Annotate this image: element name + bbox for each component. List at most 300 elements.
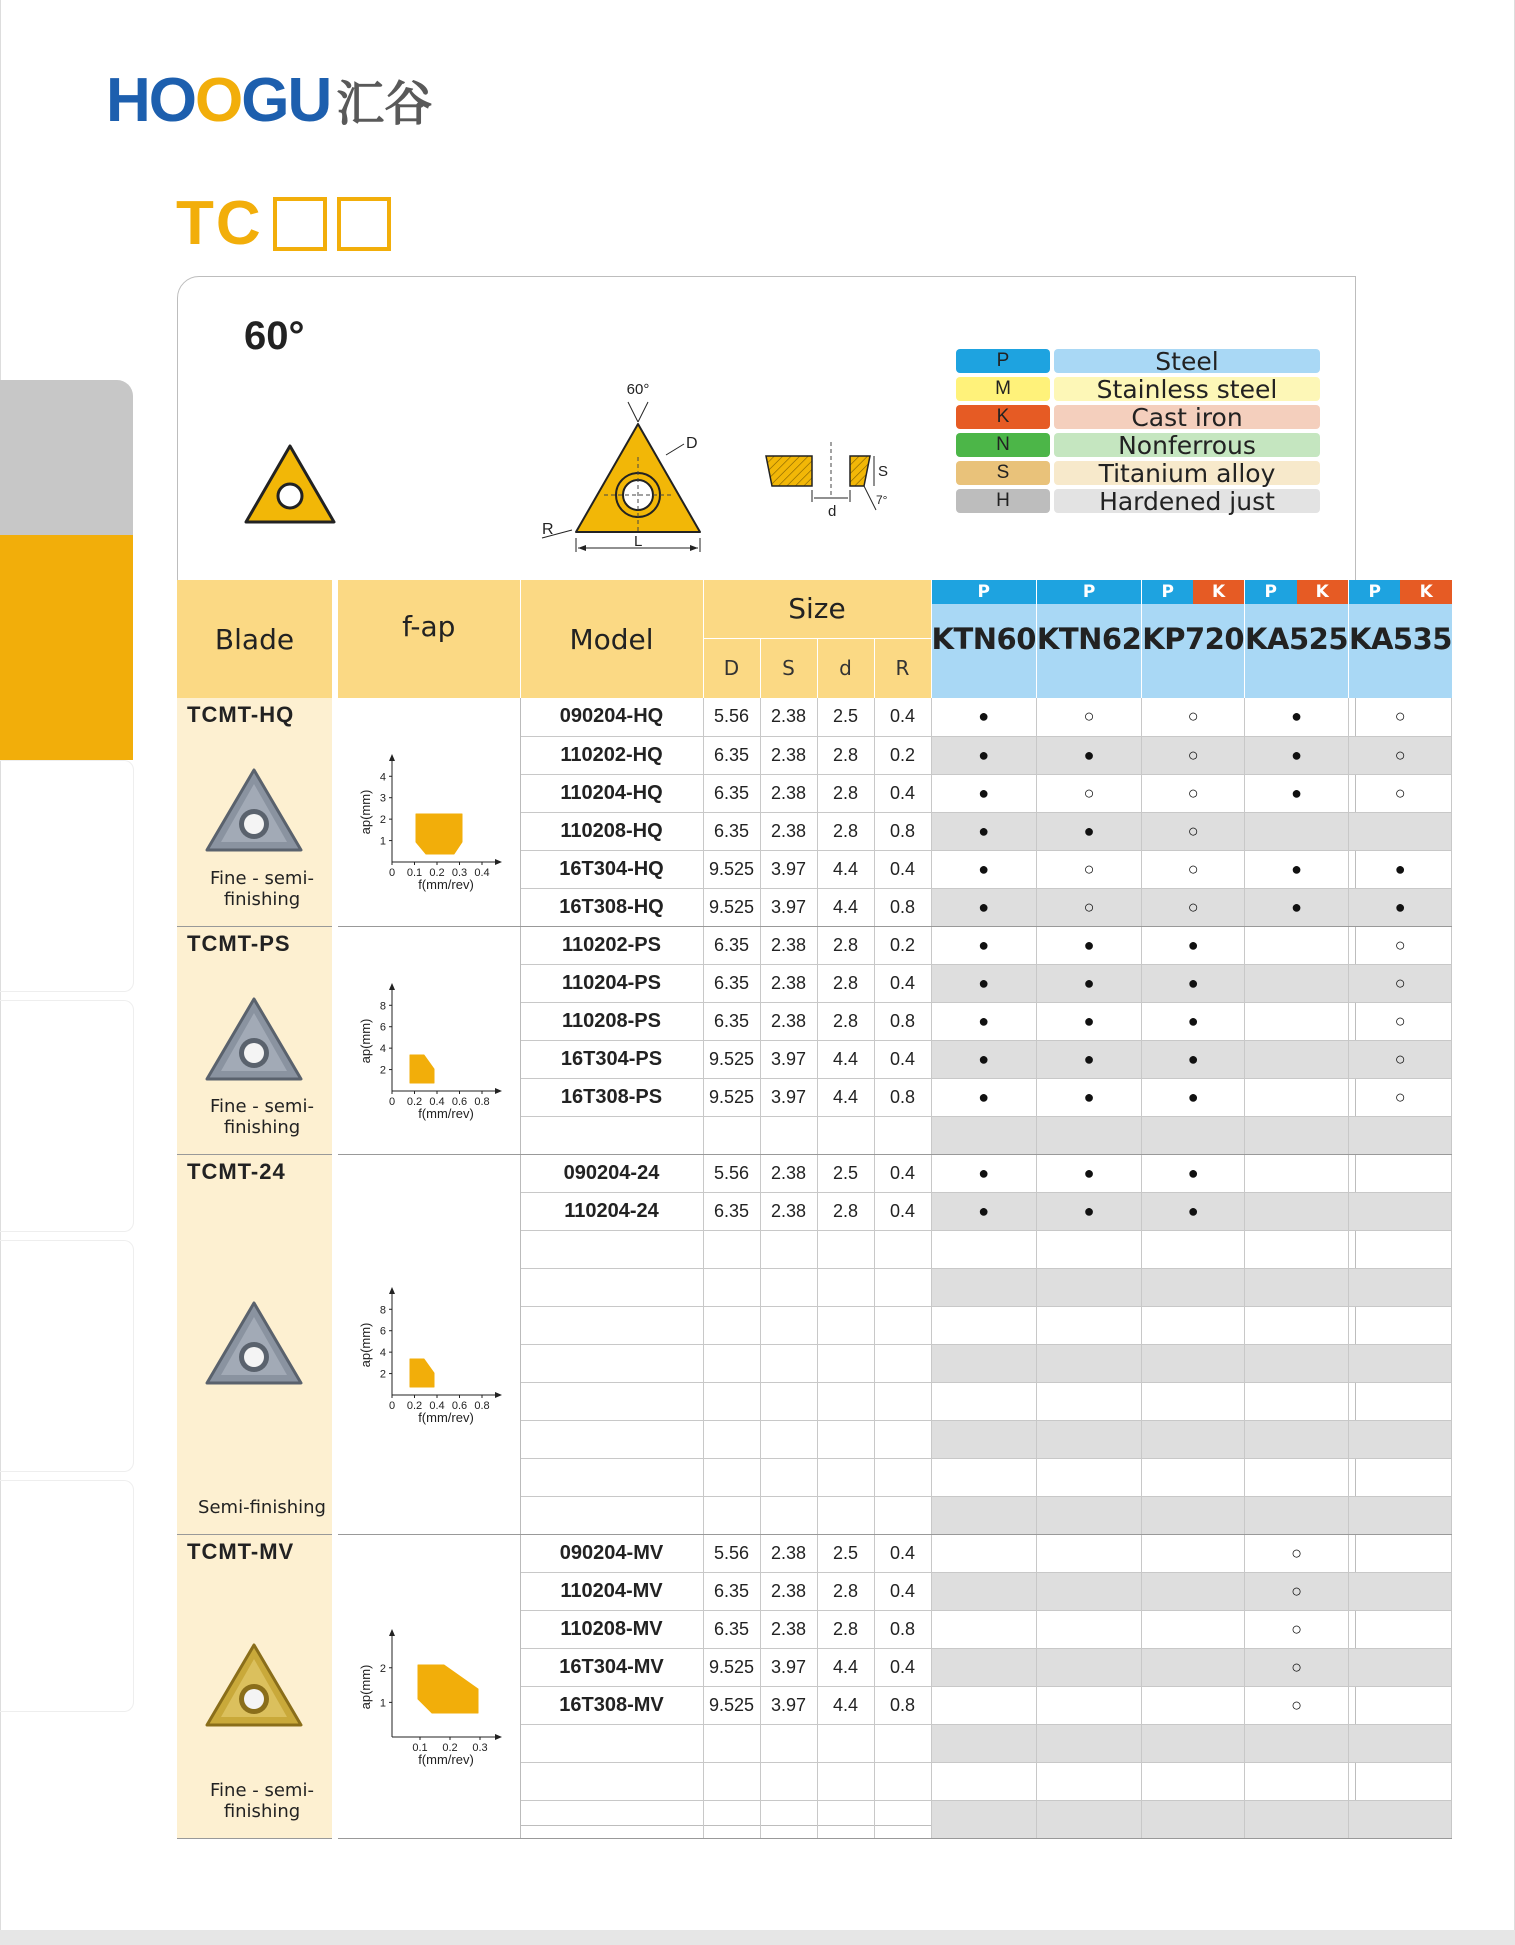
chart-y-label: ap(mm) xyxy=(358,1018,373,1063)
size-cell-d: 2.8 xyxy=(817,964,874,1002)
size-cell-d: 4.4 xyxy=(817,888,874,926)
side-tab-ghost xyxy=(0,1480,134,1712)
blade-cell xyxy=(177,1154,332,1534)
grade-availability-cell: ● xyxy=(931,964,1036,1002)
size-cell-D xyxy=(703,1344,760,1382)
grade-header xyxy=(1036,580,1141,698)
grade-badge: P xyxy=(932,580,1036,604)
chart-x-tick-label: 0.2 xyxy=(406,1095,423,1108)
grade-availability-cell: ● xyxy=(931,1154,1036,1192)
size-cell-d: 4.4 xyxy=(817,1648,874,1686)
grade-availability-cell xyxy=(1245,1344,1349,1382)
size-cell-R xyxy=(874,1762,931,1800)
chart-y-tick-label: 1 xyxy=(379,835,386,848)
grade-availability-cell: ● xyxy=(1142,1154,1245,1192)
bottom-strip xyxy=(0,1930,1515,1945)
grade-availability-cell xyxy=(1142,1800,1245,1838)
grade-availability-cell xyxy=(1142,1382,1245,1420)
chart-y-label: ap(mm) xyxy=(358,789,373,835)
chart-x-tick-label: 0.4 xyxy=(429,1399,445,1412)
size-cell-d: 2.8 xyxy=(817,812,874,850)
size-cell-D: 5.56 xyxy=(703,1534,760,1572)
grade-availability-cell: ● xyxy=(1245,736,1349,774)
chart-x-arrow xyxy=(495,1392,502,1398)
fap-chart-wrap xyxy=(352,971,502,1126)
diagram-l-label: L xyxy=(634,533,643,550)
grade-availability-cell xyxy=(931,1382,1036,1420)
fap-chart xyxy=(352,971,502,1121)
size-cell-S: 3.97 xyxy=(760,1686,817,1724)
grade-availability-cell xyxy=(1349,1610,1452,1648)
size-cell-D xyxy=(703,1116,760,1154)
model-cell xyxy=(520,1458,703,1496)
size-cell-R: 0.4 xyxy=(874,964,931,1002)
chart-x-label: f(mm/rev) xyxy=(418,1409,474,1425)
size-cell-D xyxy=(703,1496,760,1534)
grade-availability-cell xyxy=(1142,1762,1245,1800)
blade-name: TCMT-24 xyxy=(187,1158,286,1184)
grade-availability-cell: ● xyxy=(1142,1078,1245,1116)
blade-cell xyxy=(177,1534,332,1838)
grade-availability-cell xyxy=(1036,1686,1141,1724)
blade-cell xyxy=(177,926,332,1154)
grade-availability-cell xyxy=(1349,1458,1452,1496)
size-cell-S: 3.97 xyxy=(760,1040,817,1078)
grade-badge: K xyxy=(1193,580,1244,604)
grade-availability-cell: ● xyxy=(1142,1040,1245,1078)
size-cell-S xyxy=(760,1268,817,1306)
insert-photo-icon xyxy=(199,1637,309,1737)
size-cell-R: 0.4 xyxy=(874,774,931,812)
blade-description: Semi-finishing xyxy=(198,1496,326,1518)
chart-y-tick-label: 2 xyxy=(379,814,386,827)
chart-x-tick-label: 0.2 xyxy=(429,867,445,879)
size-cell-S xyxy=(760,1116,817,1154)
insert-geometry-diagram xyxy=(530,372,720,560)
grade-availability-cell: ● xyxy=(1036,1154,1141,1192)
grade-availability-cell xyxy=(1036,1724,1141,1762)
legend-row xyxy=(956,459,1320,488)
grade-availability-cell xyxy=(1349,1192,1452,1230)
grade-availability-cell: ○ xyxy=(1245,1572,1349,1610)
chart-x-label: f(mm/rev) xyxy=(418,1751,474,1767)
grade-availability-cell xyxy=(1142,1724,1245,1762)
grade-availability-cell xyxy=(1349,1762,1452,1800)
grade-name: KP720 xyxy=(1142,622,1245,656)
application-zone xyxy=(410,1055,434,1083)
size-cell-D xyxy=(703,1268,760,1306)
size-cell-R xyxy=(874,1382,931,1420)
grade-availability-cell xyxy=(1349,1686,1452,1724)
grade-availability-cell: ● xyxy=(1245,698,1349,736)
grade-availability-cell xyxy=(1349,1496,1452,1534)
grade-availability-cell: ○ xyxy=(1036,888,1141,926)
chart-y-tick-label: 2 xyxy=(379,1368,386,1381)
grade-availability-cell: ○ xyxy=(1245,1648,1349,1686)
size-cell-d xyxy=(817,1382,874,1420)
grade-availability-cell xyxy=(1349,1268,1452,1306)
side-tab-ghost xyxy=(0,1240,134,1472)
size-cell-d xyxy=(817,1458,874,1496)
grade-availability-cell: ● xyxy=(1142,926,1245,964)
grade-availability-cell xyxy=(1142,1230,1245,1268)
size-cell-D: 9.525 xyxy=(703,888,760,926)
chart-y-tick-label: 3 xyxy=(379,792,386,805)
grade-availability-cell xyxy=(1245,1762,1349,1800)
size-cell-R: 0.8 xyxy=(874,812,931,850)
grade-availability-cell: ○ xyxy=(1142,736,1245,774)
grade-availability-cell: ○ xyxy=(1349,1078,1452,1116)
chart-x-tick-label: 0 xyxy=(388,1399,396,1412)
size-cell-S: 2.38 xyxy=(760,1192,817,1230)
chart-x-tick-label: 0.3 xyxy=(451,867,468,879)
blade-name: TCMT-HQ xyxy=(187,702,295,727)
header-blade: Blade xyxy=(177,580,332,698)
grade-availability-cell xyxy=(1245,1268,1349,1306)
grade-availability-cell xyxy=(1036,1382,1141,1420)
section-d-label: d xyxy=(828,503,837,520)
model-cell: 16T308-PS xyxy=(520,1078,703,1116)
blade-name: TCMT-MV xyxy=(187,1538,295,1564)
size-cell-S xyxy=(760,1230,817,1268)
grade-availability-cell xyxy=(1245,1078,1349,1116)
model-cell: 090204-MV xyxy=(520,1534,703,1572)
grade-availability-cell xyxy=(1142,1306,1245,1344)
grade-availability-cell xyxy=(1245,1002,1349,1040)
size-cell-R xyxy=(874,1458,931,1496)
grade-availability-cell xyxy=(1349,1534,1452,1572)
chart-x-arrow xyxy=(495,859,502,865)
grade-availability-cell: ● xyxy=(931,1040,1036,1078)
grade-availability-cell xyxy=(1245,1382,1349,1420)
size-cell-S: 3.97 xyxy=(760,850,817,888)
chart-x-tick-label: 0.1 xyxy=(406,867,423,879)
grade-availability-cell xyxy=(1036,1344,1141,1382)
fap-cell xyxy=(338,1154,520,1534)
fap-chart xyxy=(352,742,502,892)
legend-name: Steel xyxy=(1054,349,1320,373)
grade-availability-cell xyxy=(1036,1230,1141,1268)
size-cell-S xyxy=(760,1344,817,1382)
grade-availability-cell xyxy=(1349,1306,1452,1344)
fap-chart xyxy=(352,1617,502,1767)
fap-cell xyxy=(338,1534,520,1838)
grade-availability-cell xyxy=(1349,1230,1452,1268)
grade-availability-cell xyxy=(1349,1648,1452,1686)
model-cell: 16T308-HQ xyxy=(520,888,703,926)
size-cell-D: 6.35 xyxy=(703,812,760,850)
grade-availability-cell xyxy=(1142,1534,1245,1572)
grade-availability-cell: ● xyxy=(931,1192,1036,1230)
chart-x-label: f(mm/rev) xyxy=(418,1105,474,1121)
grade-availability-cell: ○ xyxy=(1036,698,1141,736)
grade-availability-cell xyxy=(931,1724,1036,1762)
grade-availability-cell xyxy=(1245,1116,1349,1154)
model-cell xyxy=(520,1762,703,1800)
grade-availability-cell: ○ xyxy=(1036,850,1141,888)
model-cell xyxy=(520,1420,703,1458)
grade-header xyxy=(1245,580,1349,698)
grade-availability-cell xyxy=(1349,1116,1452,1154)
size-cell-S: 3.97 xyxy=(760,1078,817,1116)
size-cell-R: 0.8 xyxy=(874,1078,931,1116)
chart-x-tick-label: 0.6 xyxy=(451,1095,468,1108)
grade-availability-cell xyxy=(1036,1648,1141,1686)
size-cell-R xyxy=(874,1800,931,1838)
model-cell xyxy=(520,1268,703,1306)
size-cell-d: 4.4 xyxy=(817,1078,874,1116)
section-clearance-label: 7° xyxy=(876,493,888,507)
size-cell-R: 0.2 xyxy=(874,926,931,964)
model-cell xyxy=(520,1496,703,1534)
grade-availability-cell xyxy=(1245,1192,1349,1230)
grade-availability-cell: ○ xyxy=(1142,850,1245,888)
grade-availability-cell: ○ xyxy=(1142,698,1245,736)
legend-code: P xyxy=(956,349,1050,373)
size-cell-S xyxy=(760,1800,817,1838)
size-cell-d: 2.8 xyxy=(817,736,874,774)
size-cell-R xyxy=(874,1496,931,1534)
size-cell-D: 6.35 xyxy=(703,964,760,1002)
chart-x-tick-label: 0.4 xyxy=(474,867,490,879)
size-cell-d xyxy=(817,1306,874,1344)
grade-availability-cell xyxy=(1142,1648,1245,1686)
page-title-text: TC xyxy=(176,189,263,258)
size-cell-d: 4.4 xyxy=(817,850,874,888)
grade-availability-cell: ○ xyxy=(1349,774,1452,812)
grade-badges xyxy=(932,580,1036,604)
grade-availability-cell: ● xyxy=(1036,1078,1141,1116)
size-cell-d: 4.4 xyxy=(817,1686,874,1724)
grade-availability-cell xyxy=(931,1534,1036,1572)
grade-availability-cell xyxy=(1245,1496,1349,1534)
table-row xyxy=(177,1154,1452,1192)
size-cell-D: 5.56 xyxy=(703,1154,760,1192)
table-row xyxy=(177,1534,1452,1572)
size-cell-D xyxy=(703,1420,760,1458)
size-cell-d: 4.4 xyxy=(817,1040,874,1078)
chart-x-tick-label: 0.8 xyxy=(474,1399,490,1412)
grade-availability-cell: ● xyxy=(931,736,1036,774)
model-cell xyxy=(520,1344,703,1382)
grade-availability-cell: ○ xyxy=(1142,888,1245,926)
material-legend xyxy=(956,349,1320,517)
model-cell: 110208-MV xyxy=(520,1610,703,1648)
grade-availability-cell xyxy=(1142,1420,1245,1458)
grade-availability-cell xyxy=(931,1420,1036,1458)
model-cell: 110208-HQ xyxy=(520,812,703,850)
grade-availability-cell: ○ xyxy=(1142,774,1245,812)
chart-y-tick-label: 2 xyxy=(379,1662,386,1675)
legend-name: Nonferrous xyxy=(1054,433,1320,457)
grade-availability-cell xyxy=(1349,1420,1452,1458)
legend-code: H xyxy=(956,489,1050,513)
grade-availability-cell: ○ xyxy=(1349,736,1452,774)
grade-availability-cell xyxy=(1349,812,1452,850)
size-cell-S: 2.38 xyxy=(760,926,817,964)
grade-availability-cell xyxy=(1036,1610,1141,1648)
model-cell: 110204-24 xyxy=(520,1192,703,1230)
side-tab-ghost xyxy=(0,760,134,992)
grade-availability-cell xyxy=(1036,1534,1141,1572)
header-dim-S: S xyxy=(760,638,817,698)
chart-y-arrow xyxy=(389,754,395,761)
header-fap: f-ap xyxy=(338,580,520,698)
grade-availability-cell xyxy=(931,1116,1036,1154)
grade-badge: P xyxy=(1142,580,1193,604)
legend-row xyxy=(956,347,1320,376)
model-cell: 110204-MV xyxy=(520,1572,703,1610)
size-cell-R: 0.2 xyxy=(874,736,931,774)
model-cell: 110204-PS xyxy=(520,964,703,1002)
legend-row xyxy=(956,487,1320,516)
size-cell-R: 0.8 xyxy=(874,1686,931,1724)
model-cell: 16T308-MV xyxy=(520,1686,703,1724)
grade-availability-cell: ● xyxy=(931,698,1036,736)
grade-availability-cell xyxy=(1036,1572,1141,1610)
fap-chart-wrap xyxy=(352,1275,502,1430)
grade-header xyxy=(931,580,1036,698)
grade-name: KTN60 xyxy=(931,622,1036,656)
size-cell-d xyxy=(817,1344,874,1382)
grade-availability-cell: ● xyxy=(1142,1192,1245,1230)
grade-availability-cell xyxy=(1349,1344,1452,1382)
size-cell-R: 0.8 xyxy=(874,1002,931,1040)
grade-availability-cell xyxy=(1349,1382,1452,1420)
grade-availability-cell: ● xyxy=(931,774,1036,812)
legend-code: K xyxy=(956,405,1050,429)
size-cell-D: 6.35 xyxy=(703,1610,760,1648)
model-cell: 16T304-PS xyxy=(520,1040,703,1078)
legend-name: Cast iron xyxy=(1054,405,1320,429)
table-row xyxy=(177,698,1452,736)
blade-name: TCMT-PS xyxy=(187,930,291,956)
legend-name: Hardened just xyxy=(1054,489,1320,513)
grade-name: KTN62 xyxy=(1036,622,1142,656)
insert-section-diagram xyxy=(758,438,898,526)
model-cell: 090204-HQ xyxy=(520,698,703,736)
size-cell-D: 6.35 xyxy=(703,774,760,812)
fap-chart xyxy=(352,1275,502,1425)
chart-y-arrow xyxy=(389,1629,395,1636)
size-cell-D: 6.35 xyxy=(703,1192,760,1230)
size-cell-R: 0.4 xyxy=(874,850,931,888)
size-cell-S: 2.38 xyxy=(760,1572,817,1610)
size-cell-S xyxy=(760,1496,817,1534)
grade-availability-cell: ● xyxy=(1349,850,1452,888)
size-cell-S: 2.38 xyxy=(760,736,817,774)
chart-y-tick-label: 6 xyxy=(379,1325,386,1338)
chart-x-tick-label: 0.1 xyxy=(412,1741,428,1754)
grade-availability-cell xyxy=(931,1496,1036,1534)
legend-name: Titanium alloy xyxy=(1054,461,1320,485)
grade-availability-cell xyxy=(1245,964,1349,1002)
grade-availability-cell xyxy=(1142,1344,1245,1382)
chart-y-tick-label: 4 xyxy=(379,771,386,784)
grade-availability-cell xyxy=(1036,1268,1141,1306)
grade-availability-cell: ● xyxy=(1349,888,1452,926)
insert-photo-icon xyxy=(199,1295,309,1395)
grade-availability-cell xyxy=(1245,1800,1349,1838)
grade-availability-cell: ○ xyxy=(1142,812,1245,850)
grade-availability-cell xyxy=(931,1648,1036,1686)
chart-x-tick-label: 0 xyxy=(388,1095,396,1108)
grade-availability-cell: ● xyxy=(1036,1192,1141,1230)
insert-angle-label: 60° xyxy=(244,314,305,358)
size-cell-d xyxy=(817,1420,874,1458)
size-cell-D: 9.525 xyxy=(703,1648,760,1686)
grade-availability-cell: ○ xyxy=(1349,1002,1452,1040)
size-cell-D xyxy=(703,1724,760,1762)
chart-y-tick-label: 4 xyxy=(379,1042,386,1055)
grade-availability-cell xyxy=(1142,1458,1245,1496)
grade-availability-cell: ● xyxy=(1245,888,1349,926)
size-cell-D: 6.35 xyxy=(703,1002,760,1040)
size-cell-d xyxy=(817,1724,874,1762)
chart-y-label: ap(mm) xyxy=(358,1322,373,1367)
grade-badges xyxy=(1245,580,1348,604)
size-cell-d: 2.8 xyxy=(817,1192,874,1230)
size-cell-R: 0.4 xyxy=(874,1192,931,1230)
model-cell: 16T304-MV xyxy=(520,1648,703,1686)
grade-availability-cell xyxy=(931,1306,1036,1344)
legend-code: M xyxy=(956,377,1050,401)
model-cell xyxy=(520,1230,703,1268)
grade-availability-cell xyxy=(1142,1686,1245,1724)
fap-cell xyxy=(338,698,520,926)
product-table xyxy=(177,580,1452,1839)
grade-badge: K xyxy=(1297,580,1348,604)
size-cell-R xyxy=(874,1230,931,1268)
chart-x-label: f(mm/rev) xyxy=(418,877,474,892)
chart-y-tick-label: 8 xyxy=(379,1303,386,1316)
diagram-angle-text: 60° xyxy=(626,381,650,398)
application-zone xyxy=(416,814,462,854)
page-title xyxy=(176,188,391,259)
grade-availability-cell xyxy=(1349,1800,1452,1838)
size-cell-d xyxy=(817,1762,874,1800)
grade-badge: P xyxy=(1037,580,1141,604)
chart-y-arrow xyxy=(389,1287,395,1294)
size-cell-R: 0.4 xyxy=(874,1534,931,1572)
grade-availability-cell xyxy=(1142,1116,1245,1154)
grade-availability-cell: ● xyxy=(1036,1040,1141,1078)
grade-availability-cell xyxy=(1142,1268,1245,1306)
header-size: Size xyxy=(703,580,931,638)
grade-availability-cell xyxy=(931,1268,1036,1306)
grade-availability-cell xyxy=(1036,1496,1141,1534)
grade-availability-cell xyxy=(931,1458,1036,1496)
grade-availability-cell xyxy=(1036,1306,1141,1344)
size-cell-R: 0.8 xyxy=(874,888,931,926)
model-cell: 110202-PS xyxy=(520,926,703,964)
size-cell-D xyxy=(703,1458,760,1496)
application-zone xyxy=(410,1359,434,1387)
grade-availability-cell xyxy=(1142,1610,1245,1648)
grade-availability-cell: ○ xyxy=(1349,964,1452,1002)
model-cell: 110202-HQ xyxy=(520,736,703,774)
grade-availability-cell: ● xyxy=(1036,964,1141,1002)
insert-photo-icon xyxy=(199,762,309,862)
size-cell-R: 0.4 xyxy=(874,1648,931,1686)
size-cell-R xyxy=(874,1116,931,1154)
brand-logo-latin: HOOGU xyxy=(106,66,331,135)
size-cell-d: 2.8 xyxy=(817,1572,874,1610)
grade-availability-cell xyxy=(1245,1230,1349,1268)
grade-availability-cell: ● xyxy=(931,812,1036,850)
side-tab-yellow xyxy=(0,535,133,760)
grade-availability-cell xyxy=(1142,1496,1245,1534)
